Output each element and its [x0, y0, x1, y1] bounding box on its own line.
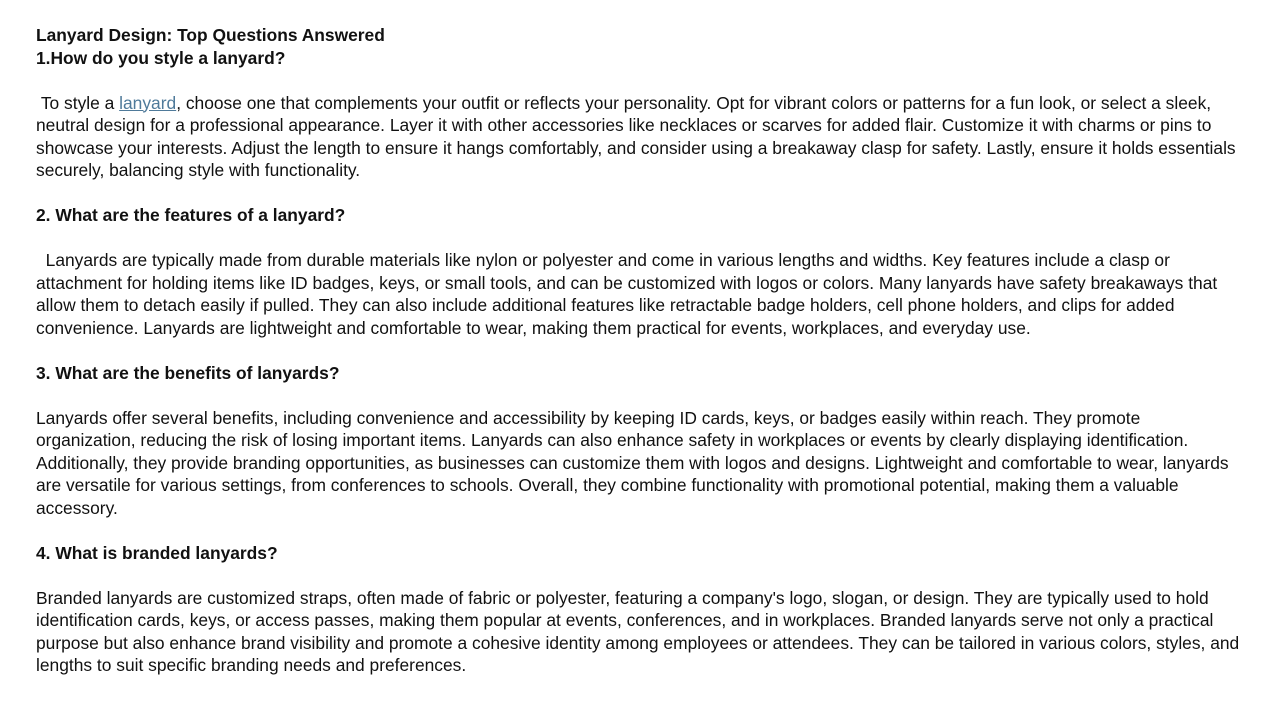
lanyard-link[interactable]: lanyard — [119, 92, 177, 113]
article-title: Lanyard Design: Top Questions Answered — [36, 25, 385, 45]
spacer — [36, 384, 1244, 407]
question-4-heading: 4. What is branded lanyards? — [36, 542, 278, 563]
answer-2-paragraph: Lanyards are typically made from durable materials like nylon or polyester and come in various lengths and widths. Key features include a clasp or attachment for holding items like ID badges, keys, or small tools, and can be customized with logos or colors. Many lanyards have safety breakaways that allow them to detach easily if pulled. They can also include additional features like retractable badge holders, cell phone holders, and clips for added convenience. Lanyards are lightweight and comfortable to wear, making them practical for events, workplaces, and everyday use. — [36, 250, 1223, 338]
answer-1-paragraph — [36, 92, 1244, 182]
answer-4-paragraph: Branded lanyards are customized straps, often made of fabric or polyester, featuring a company's logo, slogan, or design. They are typically used to hold identification cards, keys, or access passes, making them popular at events, conferences, and in workplaces. Branded lanyards serve not only a practical purpose but also enhance brand visibility and promote a cohesive identity among employees or attendees. They can be tailored in various colors, styles, and lengths to suit specific branding needs and preferences. — [36, 587, 1240, 675]
spacer — [36, 564, 1244, 587]
answer-1-text-after-link: , choose one that complements your outfit or reflects your personality. Opt for vibrant colors or patterns for a fun look, or select a sleek, neutral design for a professional appearance. Layer it with other accessories like necklaces or scarves for added flair. Customize it with charms or pins to showcase your interests. Adjust the length to ensure it hangs comfortably, and consider using a breakaway clasp for safety. Lastly, ensure it holds essentials securely, balancing style with functionality. — [36, 92, 1236, 180]
question-2-heading: 2. What are the features of a lanyard? — [36, 205, 346, 225]
spacer — [36, 69, 1244, 92]
question-1-heading: 1.How do you style a lanyard? — [36, 47, 286, 68]
spacer — [36, 182, 1244, 205]
answer-3-paragraph: Lanyards offer several benefits, including convenience and accessibility by keeping ID cards, keys, or badges easily within reach. They promote organization, reducing the risk of losing important items. Lanyards can also enhance safety in workplaces or events by clearly displaying identification. Additionally, they provide branding opportunities, as businesses can customize them with logos and designs. Lightweight and comfortable to wear, lanyards are versatile for various settings, from conferences to schools. Overall, they combine functionality with promotional potential, making them a valuable accessory. — [36, 407, 1229, 518]
spacer — [36, 519, 1244, 542]
article — [36, 24, 1244, 677]
spacer — [36, 227, 1244, 250]
answer-1-text-before-link: To style a — [36, 92, 120, 113]
question-3-heading: 3. What are the benefits of lanyards? — [36, 362, 340, 383]
spacer — [36, 339, 1244, 362]
